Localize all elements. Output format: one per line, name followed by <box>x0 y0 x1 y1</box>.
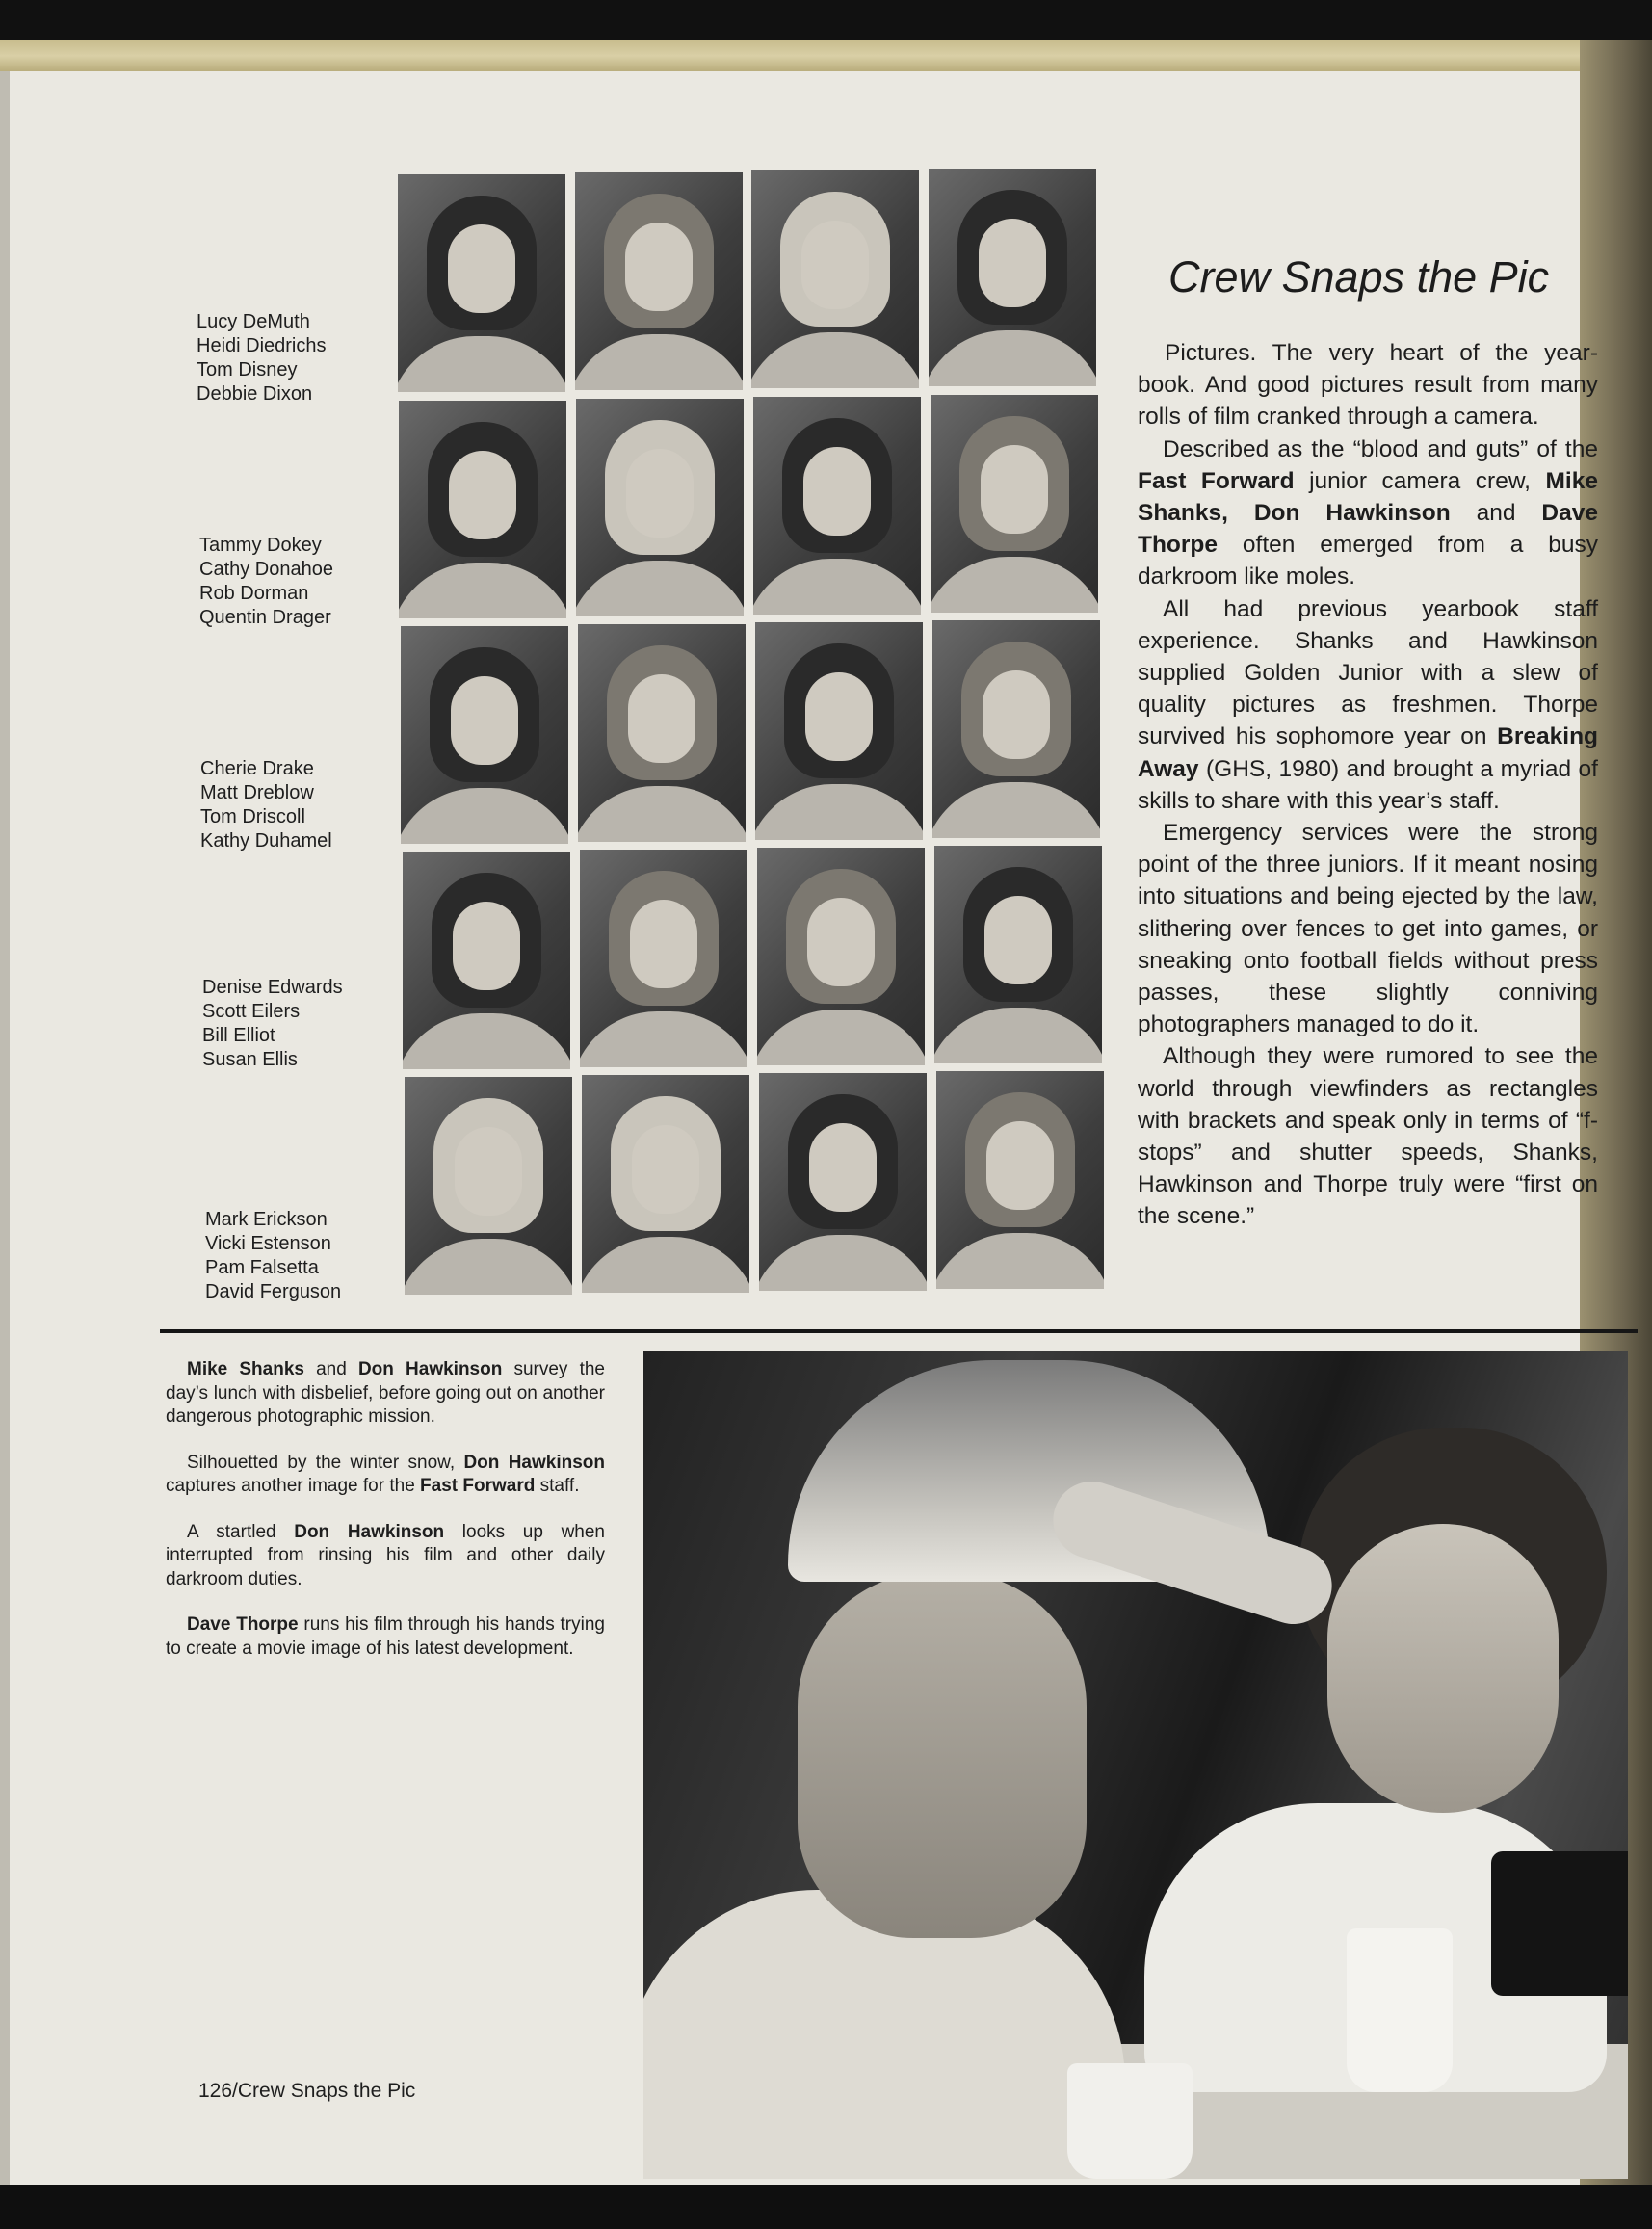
student-portrait <box>580 850 747 1067</box>
student-portrait <box>755 622 923 840</box>
article-body <box>1138 337 1598 1233</box>
article-paragraph: Described as the “blood and guts” of the Fast Forward junior camera crew, Mike Shanks, Don Hawkinson and Dave Thorpe often emerged from a busy darkroom like moles. <box>1138 435 1598 590</box>
student-portrait <box>936 1071 1104 1289</box>
student-name: Matt Dreblow <box>200 782 314 803</box>
student-portrait <box>405 1077 572 1295</box>
student-portrait <box>398 174 565 392</box>
student-name: Tom Disney <box>197 359 298 380</box>
student-name: Mark Erickson <box>205 1209 328 1230</box>
caption: Silhouetted by the winter snow, Don Hawkinson captures another image for the Fast Forward staff. <box>166 1452 605 1496</box>
caption: Mike Shanks and Don Hawkinson survey the day’s lunch with disbelief, before going out on another dangerous photographic mission. <box>166 1359 605 1427</box>
student-name: Susan Ellis <box>202 1049 298 1070</box>
names-row-2 <box>199 534 333 630</box>
names-row-1 <box>197 310 327 406</box>
scan-top-border <box>0 0 1652 40</box>
scan-bottom-border <box>0 2185 1652 2229</box>
student-portrait <box>757 848 925 1065</box>
student-portrait <box>929 169 1096 386</box>
article-paragraph: Pictures. The very heart of the year-book. And good pictures result from many rolls of film cranked through a camera. <box>1138 340 1598 431</box>
article-paragraph: All had previous yearbook staff experience. Shanks and Hawkinson supplied Golden Junior with a slew of quality pictures as freshmen. Thorpe survived his sophomore year on Breaking Away (GHS, 1980) and brought a myriad of skills to share with this year’s staff. <box>1138 595 1598 814</box>
student-name: Cathy Donahoe <box>199 559 333 580</box>
student-portrait <box>934 846 1102 1063</box>
article-paragraph: Emergency services were the strong point of the three juniors. If it meant nosing into situations and being ejected by the law, slithering over fences to get into games, or sneaking onto football fields without press passes, these slightly conniving photographers managed to do it. <box>1138 820 1598 1038</box>
student-name: Rob Dorman <box>199 583 309 604</box>
student-portrait <box>575 172 743 390</box>
page-folio: 126/Crew Snaps the Pic <box>198 2080 416 2102</box>
student-name: Quentin Drager <box>199 607 331 628</box>
student-name: David Ferguson <box>205 1281 342 1302</box>
student-name: Lucy DeMuth <box>197 311 310 332</box>
section-divider <box>160 1329 1638 1333</box>
student-name: Heidi Diedrichs <box>197 335 327 356</box>
student-portrait <box>578 624 746 842</box>
student-name: Kathy Duhamel <box>200 830 332 852</box>
student-name: Tammy Dokey <box>199 535 322 556</box>
student-name: Cherie Drake <box>200 758 314 779</box>
student-portrait <box>576 399 744 616</box>
photo-captions <box>166 1358 605 1683</box>
article-paragraph: Although they were rumored to see the world through viewfinders as rectangles with brackets and speak only in terms of “f-stops” and shutter speeds, Shanks, Hawkinson and Thorpe truly were “first on the scene.” <box>1138 1043 1598 1230</box>
student-portrait <box>931 395 1098 613</box>
student-name: Bill Elliot <box>202 1025 275 1046</box>
student-portrait <box>753 397 921 615</box>
article-headline: Crew Snaps the Pic <box>1168 252 1550 302</box>
student-name: Denise Edwards <box>202 977 343 998</box>
student-portrait <box>759 1073 927 1291</box>
page-left-edge <box>0 71 10 2189</box>
student-name: Debbie Dixon <box>197 383 313 405</box>
student-name: Scott Eilers <box>202 1001 301 1022</box>
caption: Dave Thorpe runs his film through his hands trying to create a movie image of his latest development. <box>166 1614 605 1659</box>
names-row-5 <box>205 1208 341 1304</box>
names-row-4 <box>202 976 343 1072</box>
lunch-photo <box>643 1351 1628 2179</box>
student-name: Tom Driscoll <box>200 806 305 827</box>
caption: A startled Don Hawkinson looks up when interrupted from rinsing his film and other daily darkroom duties. <box>166 1521 605 1589</box>
student-name: Vicki Estenson <box>205 1233 331 1254</box>
names-row-3 <box>200 757 332 853</box>
student-portrait <box>403 852 570 1069</box>
book-binding-edge <box>0 40 1652 71</box>
student-portrait <box>932 620 1100 838</box>
student-portrait <box>751 170 919 388</box>
student-portrait <box>399 401 566 618</box>
student-portrait <box>582 1075 749 1293</box>
student-portrait <box>401 626 568 844</box>
student-name: Pam Falsetta <box>205 1257 319 1278</box>
